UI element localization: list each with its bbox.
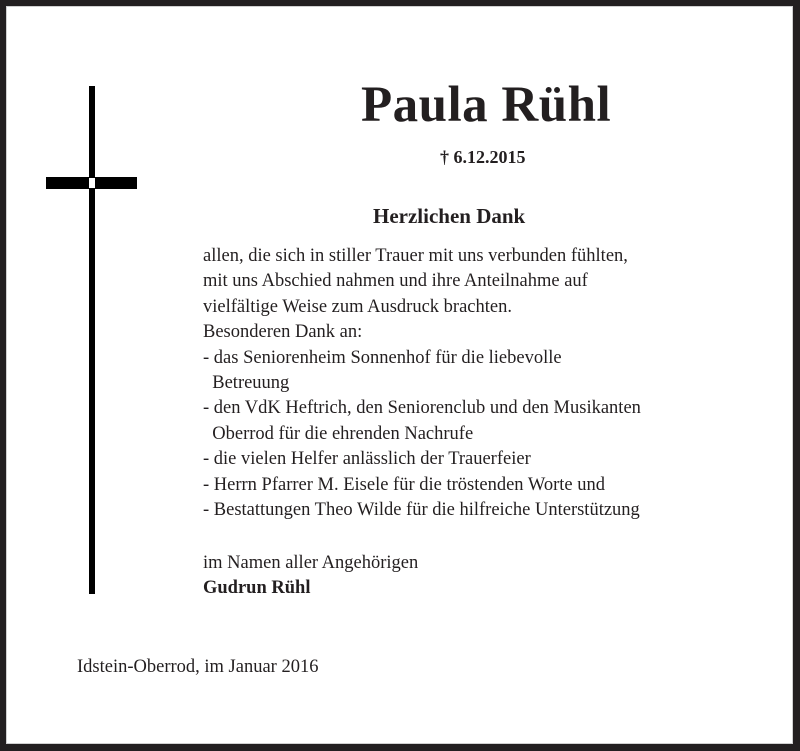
death-date: † 6.12.2015	[440, 147, 526, 167]
body-line: - Bestattungen Theo Wilde für die hilfreiche Unterstützung	[203, 500, 640, 521]
deceased-name: Paula Rühl	[361, 77, 612, 133]
obituary-notice	[6, 6, 793, 744]
signature-block	[203, 551, 418, 601]
body-line: vielfältige Weise zum Ausdruck brachten.	[203, 296, 512, 317]
signature-name: Gudrun Rühl	[203, 578, 311, 598]
body-line: Besonderen Dank an:	[203, 322, 363, 343]
body-line: Betreuung	[203, 373, 290, 394]
cross-center-gap	[89, 178, 95, 188]
body-line: mit uns Abschied nahmen und ihre Anteilnahme auf	[203, 271, 588, 292]
signature-intro: im Namen aller Angehörigen	[203, 553, 419, 573]
place-and-date: Idstein-Oberrod, im Januar 2016	[77, 657, 319, 677]
thanks-body	[203, 244, 641, 523]
body-line: - das Seniorenheim Sonnenhof für die liebevolle	[203, 347, 562, 368]
body-line: allen, die sich in stiller Trauer mit uns verbunden fühlten,	[203, 246, 628, 266]
cross-vertical-bar	[89, 86, 95, 594]
body-line: - Herrn Pfarrer M. Eisele für die tröstenden Worte und	[203, 474, 605, 495]
body-line: Oberrod für die ehrenden Nachrufe	[203, 423, 474, 444]
body-line: - den VdK Heftrich, den Seniorenclub und den Musikanten	[203, 398, 641, 419]
thanks-heading: Herzlichen Dank	[373, 204, 526, 228]
body-line: - die vielen Helfer anlässlich der Trauerfeier	[203, 449, 531, 470]
